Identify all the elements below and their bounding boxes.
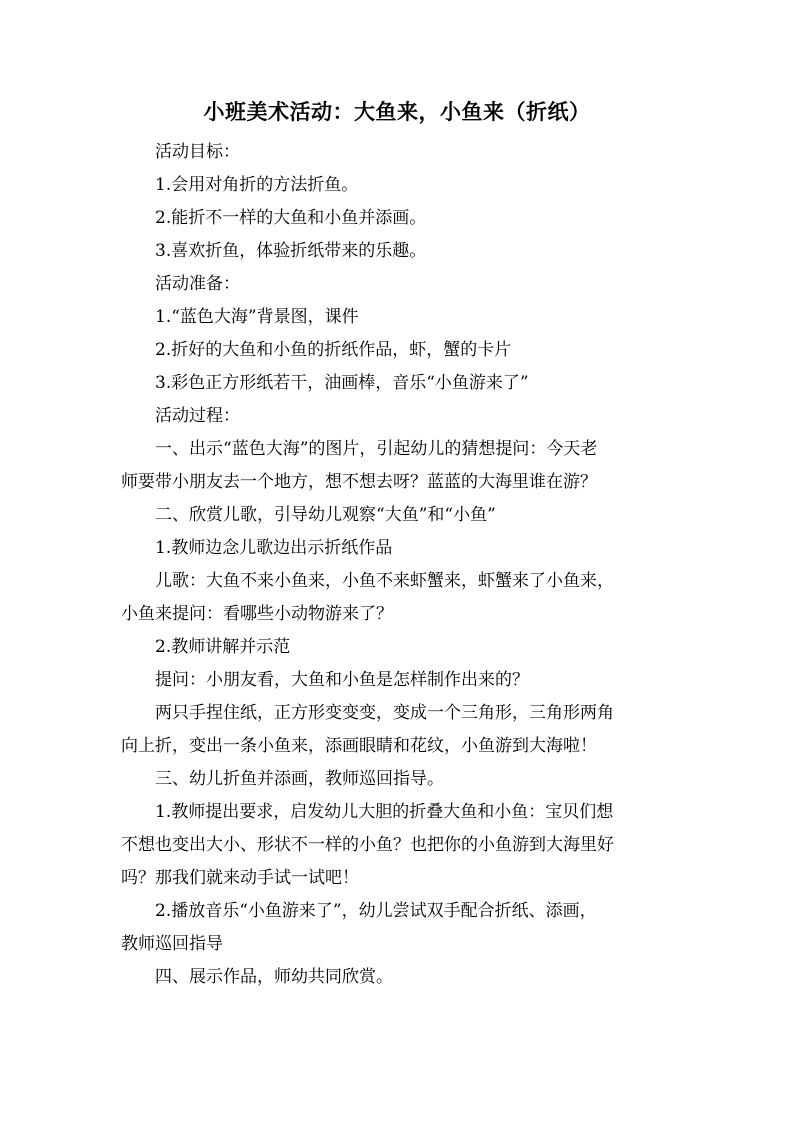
document-title: 小班美术活动：大鱼来，小鱼来（折纸）	[203, 99, 591, 124]
demonstration-line-1: 两只手捏住纸，正方形变变变，变成一个三角形，三角形两角	[155, 703, 614, 723]
process-step-2-item-1: 1.教师边念儿歌边出示折纸作品	[155, 538, 393, 558]
process-step-4-heading: 四、展示作品，师幼共同欣赏。	[155, 967, 393, 987]
nursery-rhyme-line-2: 小鱼来提问：看哪些小动物游来了？	[121, 604, 393, 624]
question-text: 提问：小朋友看，大鱼和小鱼是怎样制作出来的？	[155, 670, 529, 690]
preparation-item-3: 3.彩色正方形纸若干，油画棒，音乐“小鱼游来了”	[155, 373, 529, 393]
process-step-1-line-2: 师要带小朋友去一个地方，想不想去呀？蓝蓝的大海里谁在游？	[121, 472, 597, 492]
goal-item-3: 3.喜欢折鱼，体验折纸带来的乐趣。	[155, 241, 427, 261]
demonstration-line-2: 向上折，变出一条小鱼来，添画眼睛和花纹，小鱼游到大海啦！	[121, 736, 597, 756]
goal-item-1: 1.会用对角折的方法折鱼。	[155, 175, 359, 195]
nursery-rhyme-line-1: 儿歌：大鱼不来小鱼来，小鱼不来虾蟹来，虾蟹来了小鱼来，	[155, 571, 614, 591]
process-step-3-heading: 三、幼儿折鱼并添画，教师巡回指导。	[155, 769, 444, 789]
section-heading-preparation: 活动准备：	[155, 274, 240, 294]
process-step-3-item-1-line-2: 不想也变出大小、形状不一样的小鱼？也把你的小鱼游到大海里好	[121, 835, 614, 855]
process-step-1-line-1: 一、出示“蓝色大海”的图片，引起幼儿的猜想提问：今天老	[155, 439, 598, 459]
preparation-item-2: 2.折好的大鱼和小鱼的折纸作品，虾，蟹的卡片	[155, 340, 512, 360]
process-step-3-item-1-line-3: 吗？那我们就来动手试一试吧！	[121, 868, 359, 888]
process-step-2-heading: 二、欣赏儿歌，引导幼儿观察“大鱼”和“小鱼”	[155, 505, 496, 525]
document-body	[121, 136, 673, 994]
goal-item-2: 2.能折不一样的大鱼和小鱼并添画。	[155, 208, 427, 228]
section-heading-process: 活动过程：	[155, 406, 240, 426]
process-step-3-item-1-line-1: 1.教师提出要求，启发幼儿大胆的折叠大鱼和小鱼：宝贝们想	[155, 802, 614, 822]
process-step-3-item-2-line-1: 2.播放音乐“小鱼游来了”，幼儿尝试双手配合折纸、添画，	[155, 901, 597, 921]
process-step-3-item-2-line-2: 教师巡回指导	[121, 934, 223, 954]
preparation-item-1: 1.“蓝色大海”背景图，课件	[155, 307, 359, 327]
process-step-2-item-2: 2.教师讲解并示范	[155, 637, 291, 657]
section-heading-goals: 活动目标：	[155, 142, 240, 162]
